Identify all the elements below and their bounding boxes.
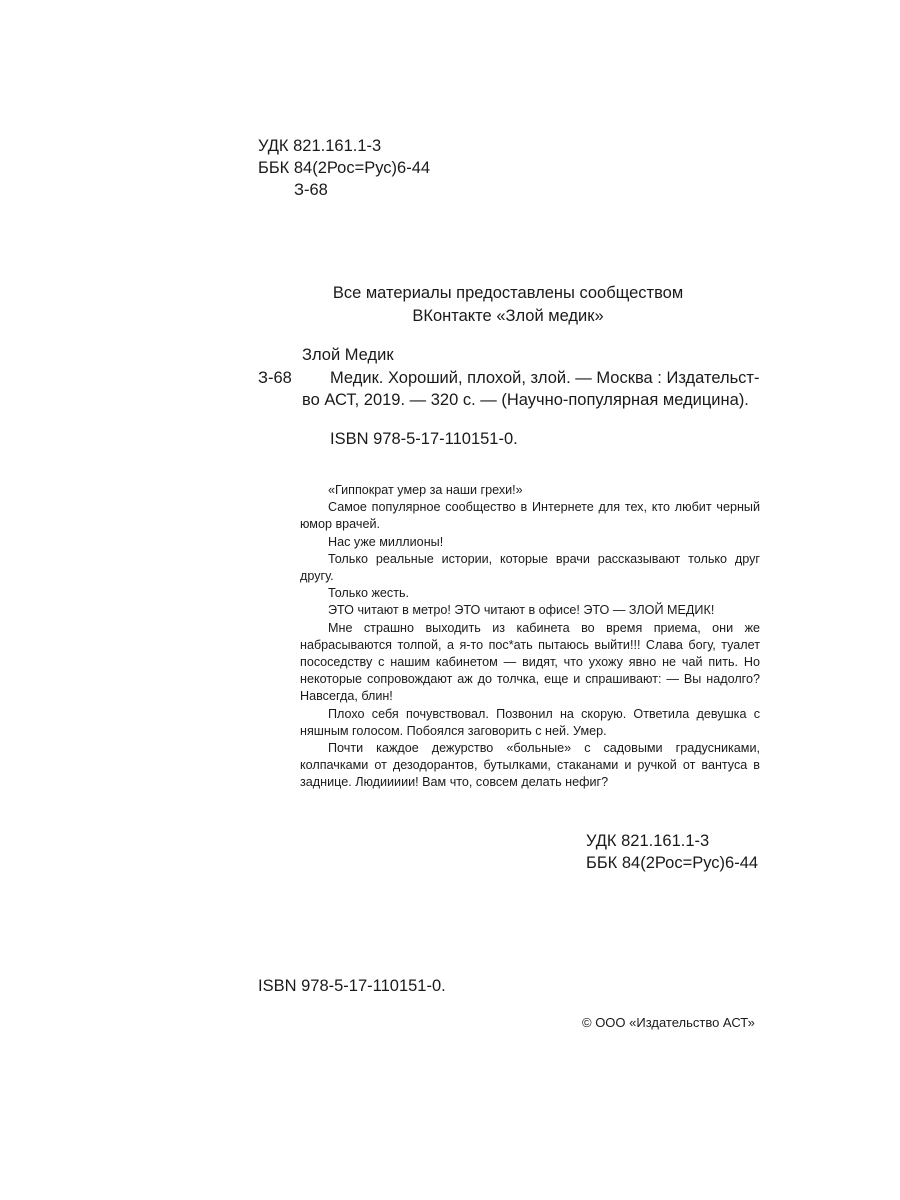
classification-codes-top — [258, 135, 430, 201]
annotation-paragraph: Только жесть. — [328, 586, 410, 601]
community-credit — [250, 282, 766, 328]
bbk-code-bottom: ББК 84(2Рос=Рус)6-44 — [586, 854, 759, 872]
community-credit-line-2: ВКонтакте «Злой медик» — [412, 307, 604, 325]
isbn-bottom: ISBN 978-5-17-110151-0. — [258, 977, 446, 995]
author-name: Злой Медик — [302, 346, 394, 364]
copyright: © ООО «Издательство АСТ» — [582, 1015, 755, 1030]
bibliographic-description — [302, 367, 764, 411]
annotation-paragraph: ЭТО читают в метро! ЭТО читают в офисе! ЭТО — ЗЛОЙ МЕДИК! — [328, 603, 715, 618]
author-mark: З-68 — [294, 181, 328, 199]
community-credit-line-1: Все материалы предоставлены сообществом — [332, 284, 684, 302]
description-line-2: во АСТ, 2019. — 320 с. — (Научно-популярная медицина). — [302, 391, 749, 409]
annotation-paragraph: «Гиппократ умер за наши грехи!» — [328, 483, 523, 497]
annotation-paragraph: Только реальные истории, которые врачи рассказывают только друг другу. — [300, 551, 760, 584]
record-author-mark: З-68 — [258, 369, 292, 387]
isbn-record: ISBN 978-5-17-110151-0. — [330, 430, 518, 448]
annotation-paragraph: Нас уже миллионы! — [328, 534, 444, 549]
classification-codes-bottom — [586, 830, 758, 874]
annotation-paragraph: Почти каждое дежурство «больные» с садовыми градусниками, колпачками от дезодорантов, бутылками, стаканами и ручкой от вантуса в заднице. Людиииии! Вам что, совсем делать нефиг? — [300, 741, 760, 790]
bbk-code: ББК 84(2Рос=Рус)6-44 — [258, 159, 431, 177]
annotation — [300, 482, 760, 792]
annotation-paragraph: Плохо себя почувствовал. Позвонил на скорую. Ответила девушка с няшным голосом. Побоялся заговорить с ней. Умер. — [300, 706, 760, 738]
annotation-paragraph: Самое популярное сообщество в Интернете для тех, кто любит черный юмор врачей. — [300, 500, 760, 532]
udk-code-bottom: УДК 821.161.1-3 — [586, 832, 710, 850]
udk-code: УДК 821.161.1-3 — [258, 137, 382, 155]
annotation-paragraph: Мне страшно выходить из кабинета во время приема, они же набрасываются толпой, а я-то пос*ать пытаюсь выйти!!! Слава богу, туалет поcоседству с нашим кабинетом — видят, что ухожу явно не чай пить. Но некоторые сопровождают аж до толчка, еще и спрашивают: — Вы надолго? Навсегда, блин! — [300, 620, 760, 704]
description-line-1: Медик. Хороший, плохой, злой. — Москва : Издательст- — [330, 369, 760, 387]
